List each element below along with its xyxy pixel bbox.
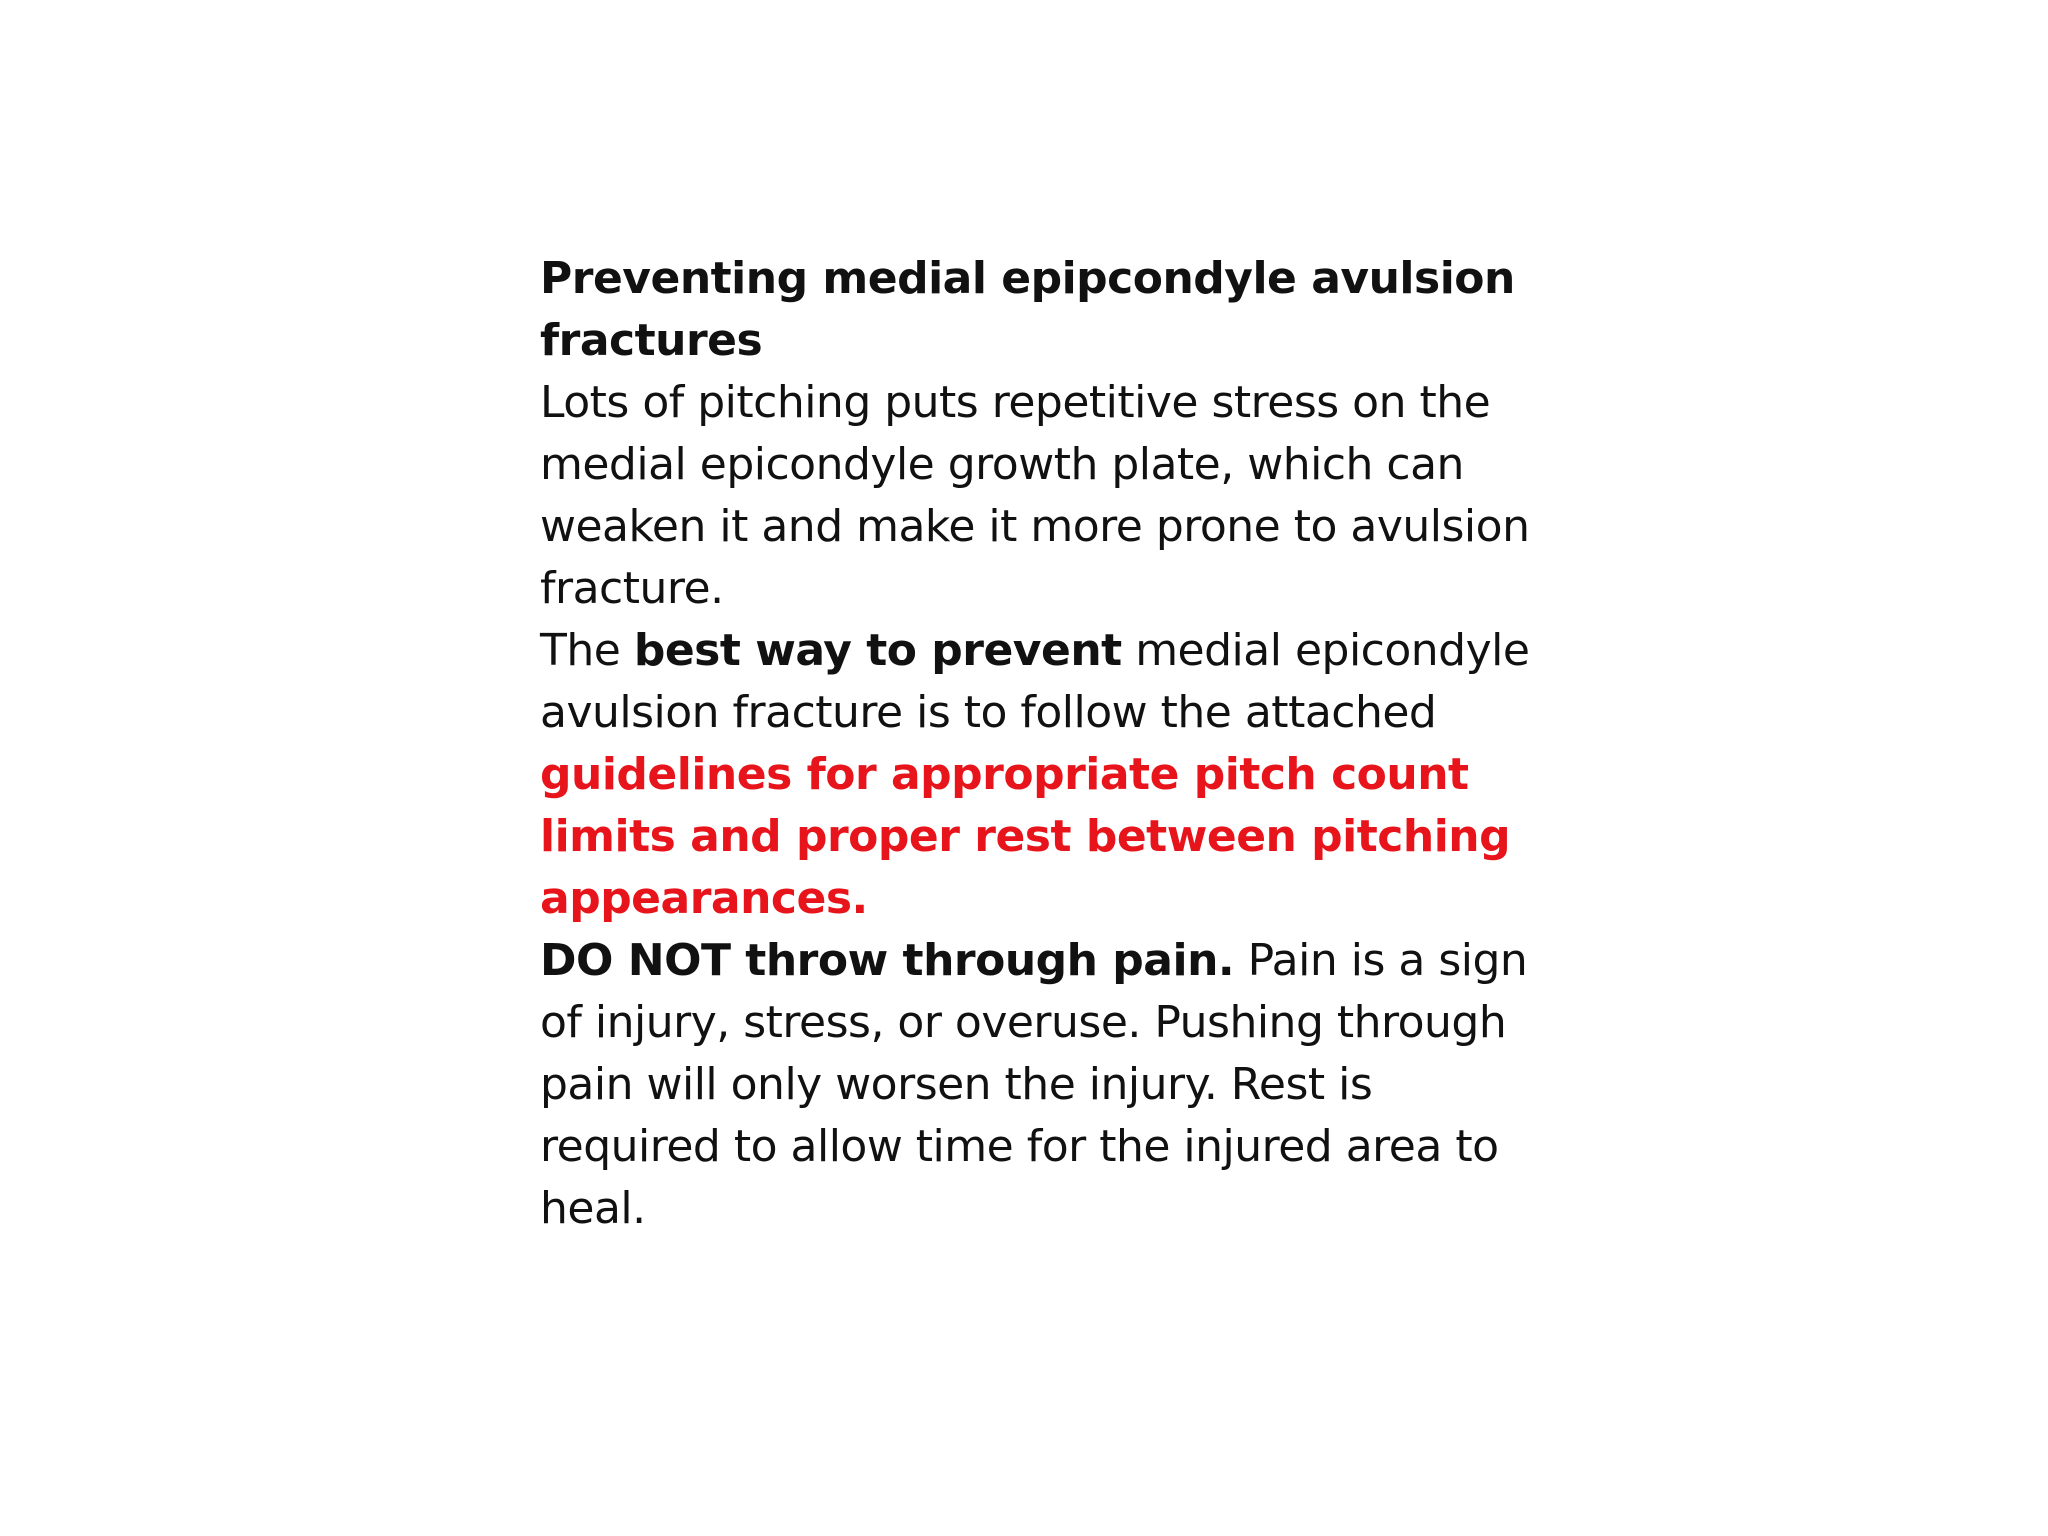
slide-text-block bbox=[540, 248, 1540, 1240]
prevention-emphasis: best way to prevent bbox=[633, 625, 1122, 676]
paragraph-pitching-stress: Lots of pitching puts repetitive stress on the medial epicondyle growth plate, which can weaken it and make it more prone to avulsion fracture. bbox=[540, 377, 1530, 614]
slide-title: Preventing medial epipcondyle avulsion fractures bbox=[540, 253, 1515, 366]
prevention-middle: medial epicondyle avulsion fracture is to follow the attached bbox=[540, 625, 1530, 738]
guidelines-highlight: guidelines for appropriate pitch count limits and proper rest between pitching appearances. bbox=[540, 749, 1511, 924]
pain-warning-text: Pain is a sign of injury, stress, or overuse. Pushing through pain will only worsen the injury. Rest is required to allow time for the injured area to heal. bbox=[540, 935, 1528, 1234]
paragraph-pain-warning bbox=[540, 930, 1540, 1240]
prevention-prefix: The bbox=[540, 625, 634, 676]
pain-warning-emphasis: DO NOT throw through pain. bbox=[540, 935, 1235, 986]
paragraph-prevention bbox=[540, 620, 1540, 930]
